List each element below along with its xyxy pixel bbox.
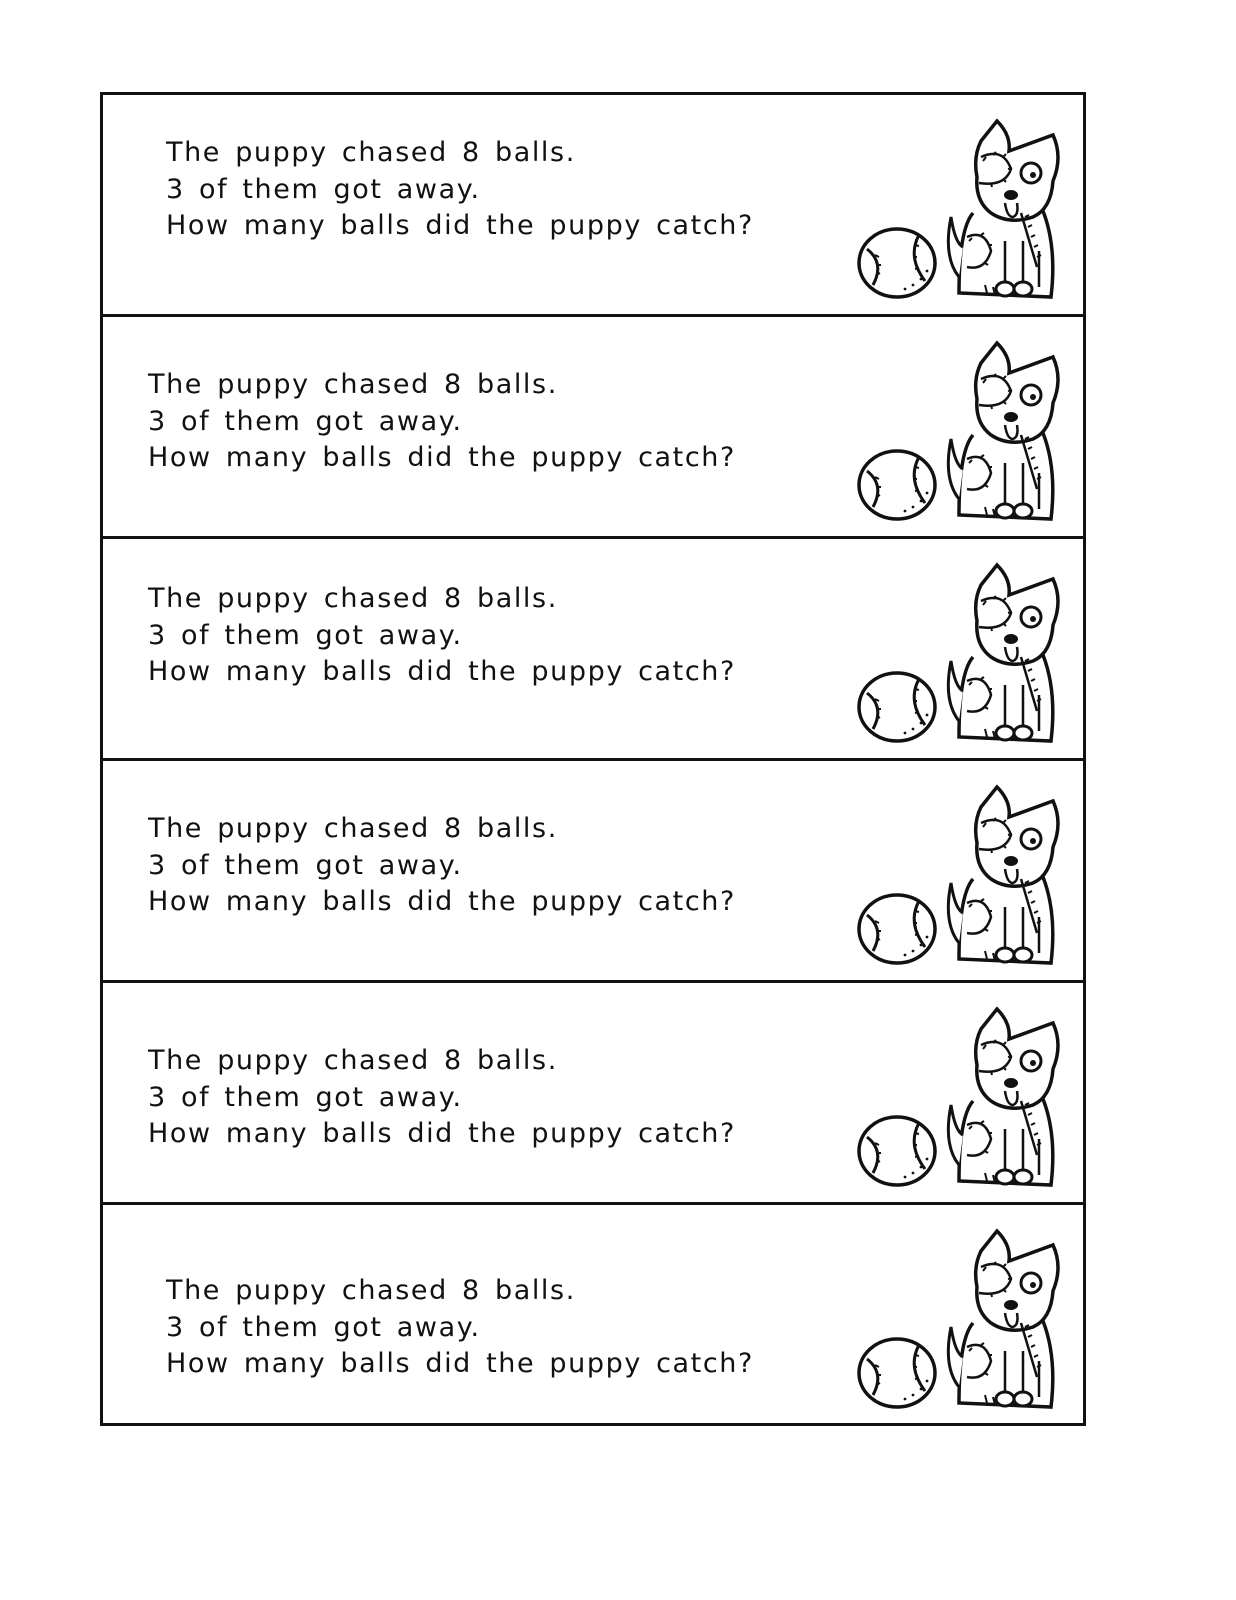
- word-problem-card-1: [103, 95, 1083, 317]
- problem-text: [148, 367, 736, 477]
- problem-line-2: 3 of them got away.: [148, 1081, 463, 1113]
- word-problem-card-3: [103, 539, 1083, 761]
- word-problem-card-4: [103, 761, 1083, 983]
- problem-text: [148, 581, 736, 691]
- problem-line-3: How many balls did the puppy catch?: [148, 656, 736, 687]
- puppy-with-ball-icon: [855, 1227, 1065, 1413]
- problem-line-2: 3 of them got away.: [166, 1311, 481, 1343]
- problem-line-1: The puppy chased 8 balls.: [148, 583, 558, 614]
- puppy-with-ball-icon: [855, 1005, 1065, 1191]
- puppy-with-ball-icon: [855, 783, 1065, 969]
- puppy-with-ball-icon: [855, 117, 1065, 303]
- puppy-with-ball-icon: [855, 561, 1065, 747]
- word-problem-card-2: [103, 317, 1083, 539]
- problem-line-3: How many balls did the puppy catch?: [148, 442, 736, 473]
- problem-text: [166, 1273, 754, 1383]
- word-problem-card-5: [103, 983, 1083, 1205]
- problem-line-2: 3 of them got away.: [148, 619, 463, 651]
- problem-line-2: 3 of them got away.: [148, 405, 463, 437]
- word-problem-card-6: [103, 1205, 1083, 1427]
- problem-line-1: The puppy chased 8 balls.: [166, 1275, 576, 1306]
- problem-line-1: The puppy chased 8 balls.: [148, 1045, 558, 1076]
- problem-text: [148, 811, 736, 921]
- problem-line-1: The puppy chased 8 balls.: [166, 137, 576, 168]
- problem-line-3: How many balls did the puppy catch?: [166, 210, 754, 241]
- problem-line-2: 3 of them got away.: [166, 173, 481, 205]
- problem-line-3: How many balls did the puppy catch?: [148, 886, 736, 917]
- problem-line-2: 3 of them got away.: [148, 849, 463, 881]
- worksheet: [100, 92, 1086, 1426]
- problem-line-1: The puppy chased 8 balls.: [148, 369, 558, 400]
- problem-line-3: How many balls did the puppy catch?: [166, 1348, 754, 1379]
- problem-line-1: The puppy chased 8 balls.: [148, 813, 558, 844]
- problem-text: [148, 1043, 736, 1153]
- problem-line-3: How many balls did the puppy catch?: [148, 1118, 736, 1149]
- puppy-with-ball-icon: [855, 339, 1065, 525]
- problem-text: [166, 135, 754, 245]
